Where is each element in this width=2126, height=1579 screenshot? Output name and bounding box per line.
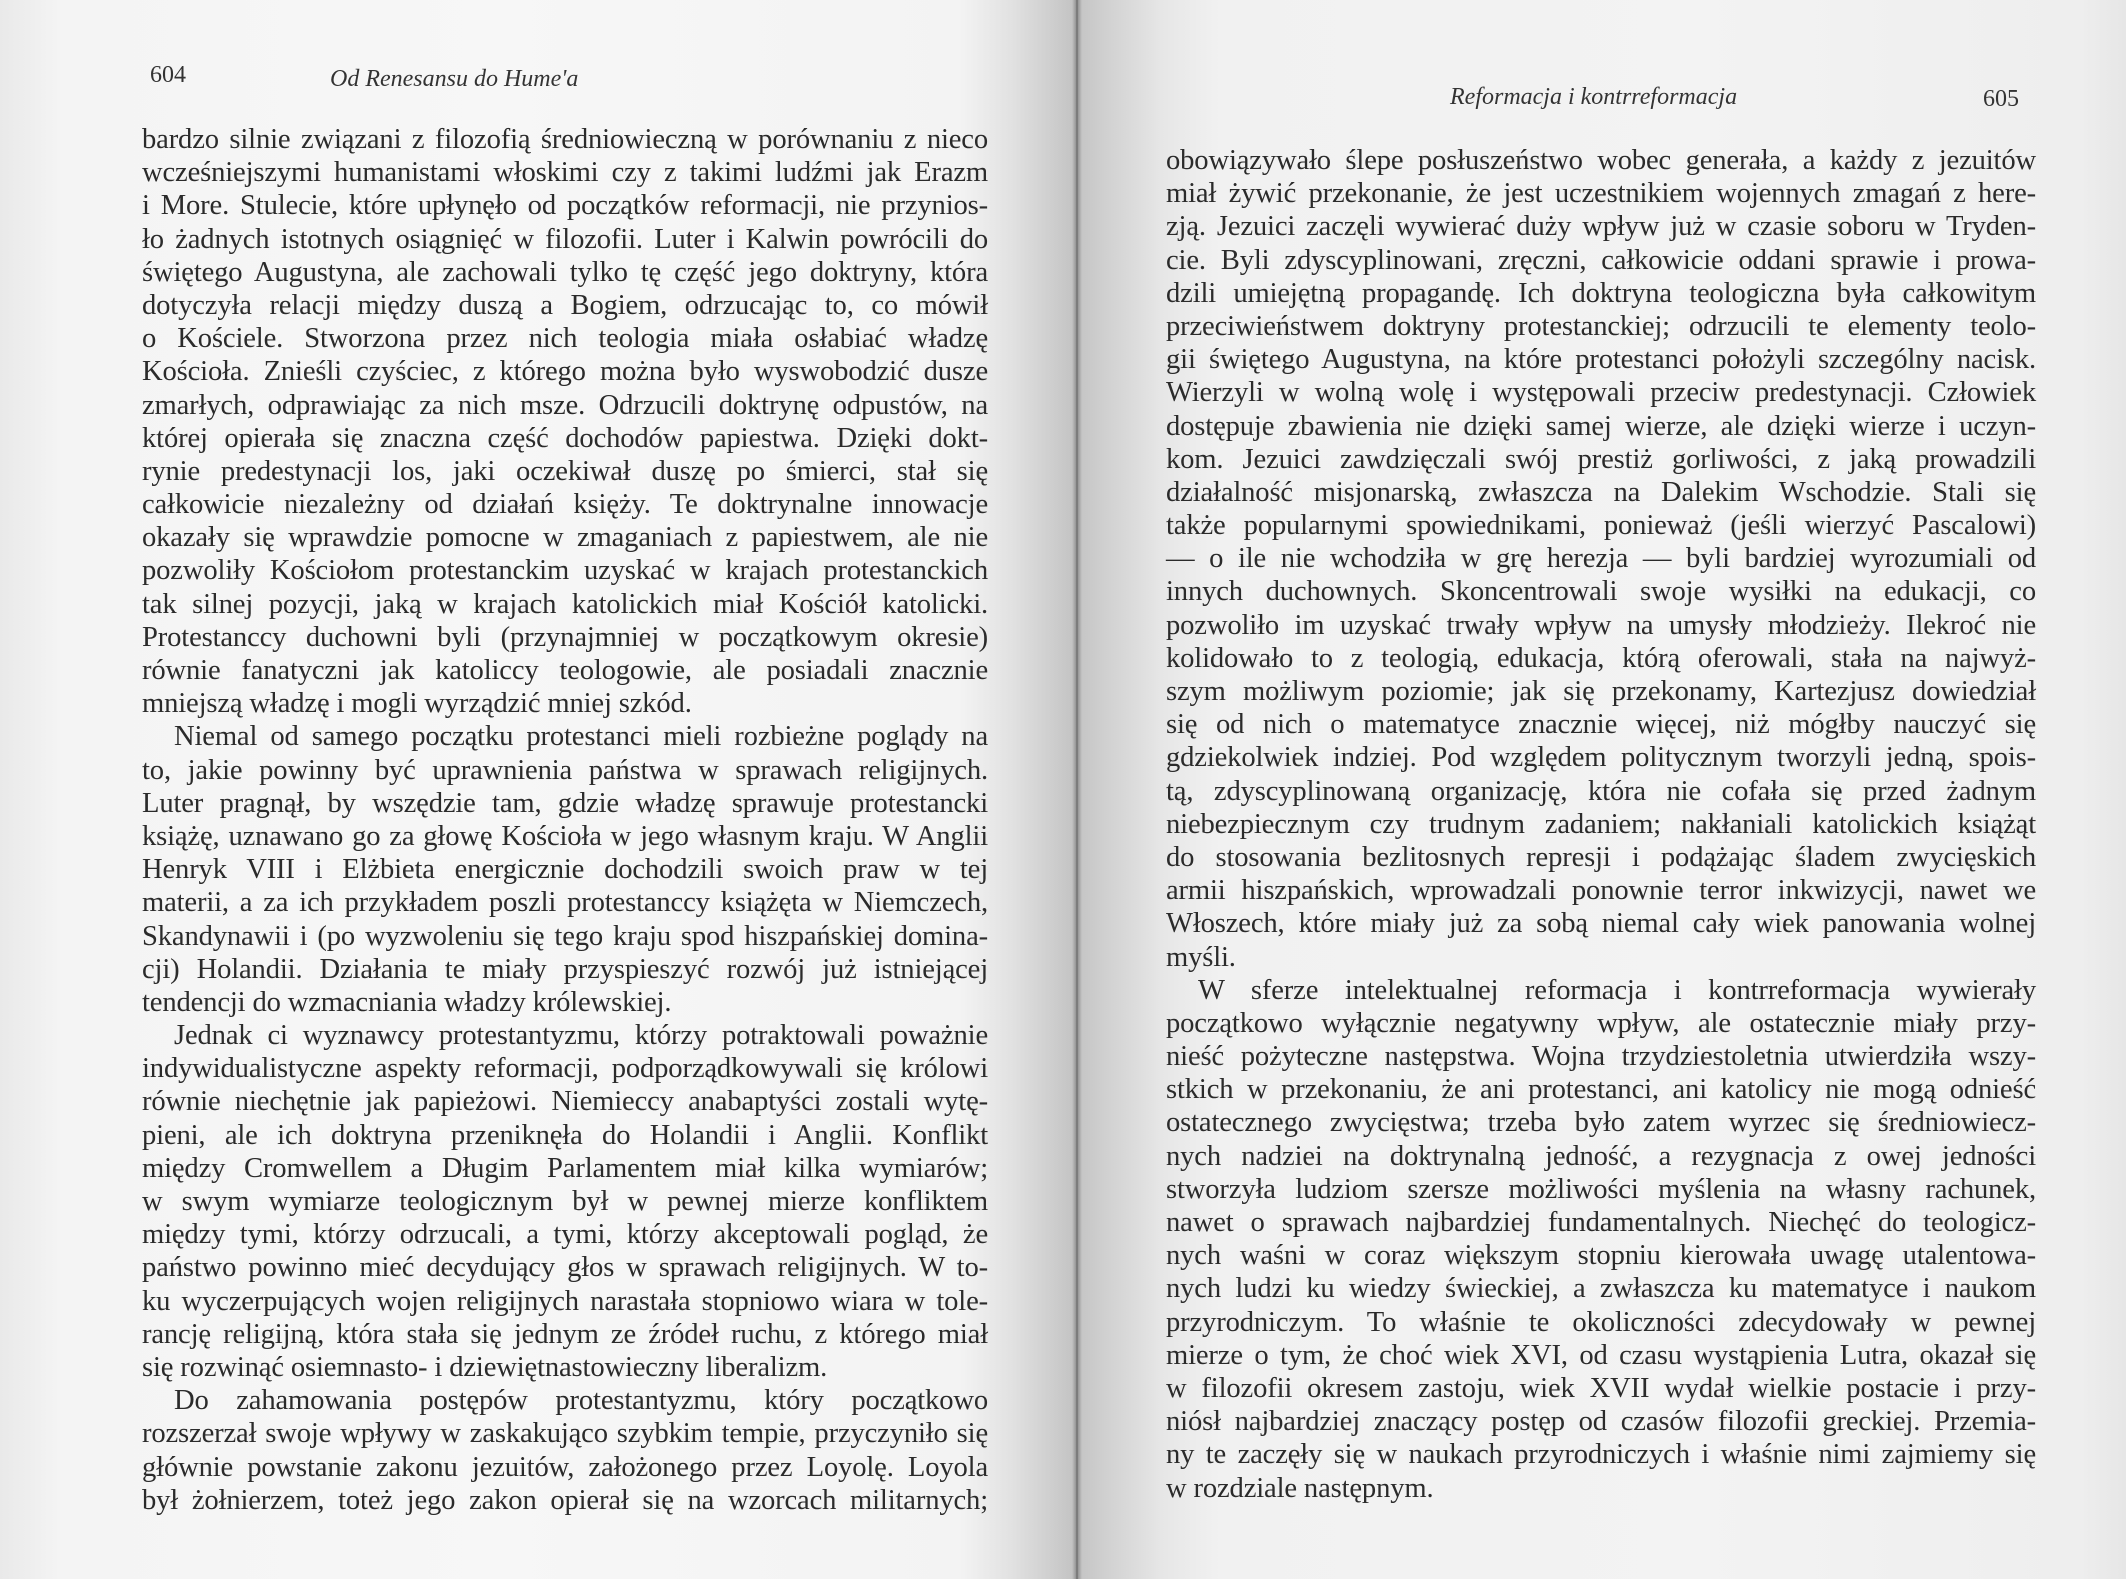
text-line: równie niechętnie jak papieżowi. Niemieccy anabaptyści zostali wytę-: [142, 1086, 988, 1118]
text-line: mniejszą władzę i mogli wyrządzić mniej szkód.: [142, 688, 692, 720]
text-line: się od nich o matematyce znacznie więcej, niż mógłby nauczyć się: [1166, 709, 2036, 741]
page-number-left: 604: [150, 62, 186, 88]
text-line: działalność misjonarską, zwłaszcza na Dalekim Wschodzie. Stali się: [1166, 476, 2036, 508]
text-line: i More. Stulecie, które upłynęło od początków reformacji, nie przynios-: [142, 190, 988, 222]
text-line: mierze o tym, że choć wiek XVI, od czasu wystąpienia Lutra, okazał się: [1166, 1339, 2036, 1371]
text-line: to, jakie powinny być uprawnienia państwa w sprawach religijnych.: [142, 754, 988, 786]
text-line: stworzyła ludziom szersze możliwości myślenia na własny rachunek,: [1166, 1173, 2036, 1205]
book-spine: [1076, 0, 1078, 1579]
text-line: indywidualistyczne aspekty reformacji, podporządkowywali się królowi: [142, 1053, 988, 1085]
text-line: o Kościele. Stworzona przez nich teologia miała osłabiać władzę: [142, 323, 988, 355]
text-line: ku wyczerpujących wojen religijnych narastała stopniowo wiara w tole-: [142, 1285, 988, 1317]
text-line: Skandynawii i (po wyzwoleniu się tego kraju spod hiszpańskiej domina-: [142, 920, 988, 952]
text-line: niósł najbardziej znaczący postęp od czasów filozofii greckiej. Przemia-: [1166, 1406, 2036, 1438]
text-line: Protestanccy duchowni byli (przynajmniej w początkowym okresie): [142, 621, 988, 653]
running-head-right: Reformacja i kontrreformacja: [1450, 84, 1738, 110]
text-line: okazały się wprawdzie pomocne w zmaganiach z papiestwem, ale nie: [142, 522, 988, 554]
text-line: Jednak ci wyznawcy protestantyzmu, którzy potraktowali poważnie: [174, 1020, 988, 1052]
body-text-left: [142, 123, 988, 1517]
text-line: cie. Byli zdyscyplinowani, zręczni, całkowicie oddani sprawie i prowa-: [1166, 244, 2036, 276]
text-line: państwo powinno mieć decydujący głos w sprawach religijnych. W to-: [142, 1252, 988, 1284]
text-line: tą, zdyscyplinowaną organizację, która nie cofała się przed żadnym: [1166, 775, 2036, 807]
text-line: między tymi, którzy odrzucali, a tymi, którzy akceptowali pogląd, że: [142, 1219, 988, 1251]
running-head-left: Od Renesansu do Hume'a: [330, 66, 579, 92]
text-line: myśli.: [1166, 941, 1236, 973]
text-line: całkowicie niezależny od działań księży. Te doktrynalne innowacje: [142, 489, 988, 521]
text-line: szym możliwym poziomie; jak się przekonamy, Kartezjusz dowiedział: [1166, 676, 2036, 707]
text-line: tendencji do wzmacniania władzy królewskiej.: [142, 986, 672, 1018]
text-line: był żołnierzem, toteż jego zakon opierał się na wzorcach militarnych;: [142, 1484, 988, 1516]
text-line: zmarłych, odprawiając za nich msze. Odrzucili doktrynę odpustów, na: [142, 389, 988, 421]
text-line: pozwoliło im uzyskać trwały wpływ na umysły młodzieży. Ilekroć nie: [1166, 609, 2036, 641]
text-line: Niemal od samego początku protestanci mieli rozbieżne poglądy na: [174, 721, 988, 753]
text-line: ny te zaczęły się w naukach przyrodniczych i właśnie nimi zajmiemy się: [1166, 1439, 2036, 1471]
text-line: materii, a za ich przykładem poszli protestanccy książęta w Niemczech,: [142, 887, 988, 919]
text-line: W sferze intelektualnej reformacja i kontrreformacja wywierały: [1198, 974, 2036, 1006]
text-line: stkich w przekonaniu, że ani protestanci, ani katolicy nie mogą odnieść: [1166, 1074, 2036, 1106]
text-line: miał żywić przekonanie, że jest uczestnikiem wojennych zmagań z here-: [1166, 178, 2036, 210]
text-line: się rozwinąć osiemnasto- i dziewiętnastowieczny liberalizm.: [142, 1351, 828, 1383]
text-line: bardzo silnie związani z filozofią średniowieczną w porównaniu z nieco: [142, 124, 988, 155]
text-line: nych waśni w coraz większym stopniu kierowała uwagę utalentowa-: [1166, 1240, 2036, 1272]
text-line: pozwoliły Kościołom protestanckim uzyskać w krajach protestanckich: [142, 555, 988, 587]
text-line: książę, uznawano go za głowę Kościoła w jego własnym kraju. W Anglii: [142, 820, 988, 852]
text-line: obowiązywało ślepe posłuszeństwo wobec generała, a każdy z jezuitów: [1166, 145, 2036, 176]
text-line: między Cromwellem a Długim Parlamentem miał kilka wymiarów;: [142, 1152, 988, 1184]
text-line: armii hiszpańskich, wprowadzali ponownie terror inkwizycji, nawet we: [1166, 875, 2036, 907]
text-line: gdziekolwiek indziej. Pod względem politycznym tworzyli jedną, spois-: [1166, 742, 2036, 774]
text-line: pieni, ale ich doktryna przeniknęła do Holandii i Anglii. Konflikt: [142, 1119, 988, 1151]
text-line: nych ludzi ku wiedzy świeckiej, a zwłaszcza ku matematyce i naukom: [1166, 1273, 2036, 1305]
left-page: [0, 0, 1060, 1579]
text-line: gii świętego Augustyna, na które protestanci położyli szczególny nacisk.: [1166, 344, 2036, 376]
page-number-right: 605: [1983, 86, 2019, 112]
text-line: nych nadziei na doktrynalną jedność, a rezygnacja z owej jedności: [1166, 1140, 2036, 1172]
text-line: w filozofii okresem zastoju, wiek XVII wydał wielkie postacie i przy-: [1166, 1372, 2036, 1404]
text-line: także popularnymi spowiednikami, ponieważ (jeśli wierzyć Pascalowi): [1166, 510, 2036, 542]
text-line: ostatecznego zwycięstwa; trzeba było zatem wyrzec się średniowiecz-: [1166, 1107, 2036, 1139]
text-line: cji) Holandii. Działania te miały przyspieszyć rozwój już istniejącej: [142, 953, 988, 985]
text-line: której opierała się znaczna część dochodów papiestwa. Dzięki dokt-: [142, 422, 988, 454]
text-line: zją. Jezuici zaczęli wywierać duży wpływ już w czasie soboru w Tryden-: [1166, 211, 2036, 243]
text-line: Do zahamowania postępów protestantyzmu, który początkowo: [174, 1385, 988, 1417]
text-line: ło żadnych istotnych osiągnięć w filozofii. Luter i Kalwin powrócili do: [142, 223, 988, 255]
text-line: dzili umiejętną propagandę. Ich doktryna teologiczna była całkowitym: [1166, 277, 2036, 309]
text-line: początkowo wyłącznie negatywny wpływ, ale ostatecznie miały przy-: [1166, 1007, 2036, 1039]
body-text-right: [1166, 144, 2036, 1505]
text-line: rozszerzał swoje wpływy w zaskakująco szybkim tempie, przyczyniło się: [142, 1418, 988, 1450]
text-line: — o ile nie wchodziła w grę herezja — byli bardziej wyrozumiali od: [1166, 543, 2036, 575]
text-line: Henryk VIII i Elżbieta energicznie dochodzili swoich praw w tej: [142, 854, 988, 886]
text-line: Wierzyli w wolną wolę i występowali przeciw predestynacji. Człowiek: [1166, 377, 2036, 409]
text-line: przyrodniczym. To właśnie te okoliczności zdecydowały w pewnej: [1166, 1306, 2036, 1338]
text-line: w swym wymiarze teologicznym był w pewnej mierze konfliktem: [142, 1186, 988, 1217]
text-line: świętego Augustyna, ale zachowali tylko tę część jego doktryny, która: [142, 256, 988, 288]
text-line: w rozdziale następnym.: [1166, 1472, 1434, 1504]
text-line: dostępuje zbawienia nie dzięki samej wierze, ale dzięki wierze i uczyn-: [1166, 410, 2036, 442]
text-line: głównie powstanie zakonu jezuitów, założonego przez Loyolę. Loyola: [142, 1451, 988, 1483]
text-line: Kościoła. Znieśli czyściec, z którego można było wyswobodzić dusze: [142, 356, 988, 388]
text-line: nawet o sprawach najbardziej fundamentalnych. Niechęć do teologicz-: [1166, 1207, 2036, 1238]
text-line: innych duchownych. Skoncentrowali swoje wysiłki na edukacji, co: [1166, 576, 2036, 608]
text-line: kom. Jezuici zawdzięczali swój prestiż gorliwości, z jaką prowadzili: [1166, 443, 2036, 475]
text-line: Włoszech, które miały już za sobą niemal cały wiek panowania wolnej: [1166, 908, 2036, 940]
text-line: dotyczyła relacji między duszą a Bogiem, odrzucając to, co mówił: [142, 289, 988, 321]
text-line: przeciwieństwem doktryny protestanckiej; odrzucili te elementy teolo-: [1166, 310, 2036, 342]
right-page: [1090, 0, 2126, 1579]
text-line: rancję religijną, która stała się jednym ze źródeł ruchu, z którego miał: [142, 1318, 988, 1350]
text-line: rynie predestynacji los, jaki oczekiwał duszę po śmierci, stał się: [142, 455, 988, 487]
text-line: do stosowania bezlitosnych represji i podążając śladem zwycięskich: [1166, 841, 2036, 873]
text-line: nieść pożyteczne następstwa. Wojna trzydziestoletnia utwierdziła wszy-: [1166, 1041, 2036, 1073]
text-line: tak silnej pozycji, jaką w krajach katolickich miał Kościół katolicki.: [142, 588, 988, 620]
text-line: kolidowało to z teologią, edukacja, którą oferowali, stała na najwyż-: [1166, 642, 2036, 674]
text-line: niebezpiecznym czy trudnym zadaniem; nakłaniali katolickich książąt: [1166, 808, 2036, 840]
text-line: Luter pragnął, by wszędzie tam, gdzie władzę sprawuje protestancki: [142, 787, 988, 819]
text-line: równie fanatyczni jak katoliccy teologowie, ale posiadali znacznie: [142, 655, 988, 686]
text-line: wcześniejszymi humanistami włoskimi czy z takimi ludźmi jak Erazm: [142, 157, 988, 189]
